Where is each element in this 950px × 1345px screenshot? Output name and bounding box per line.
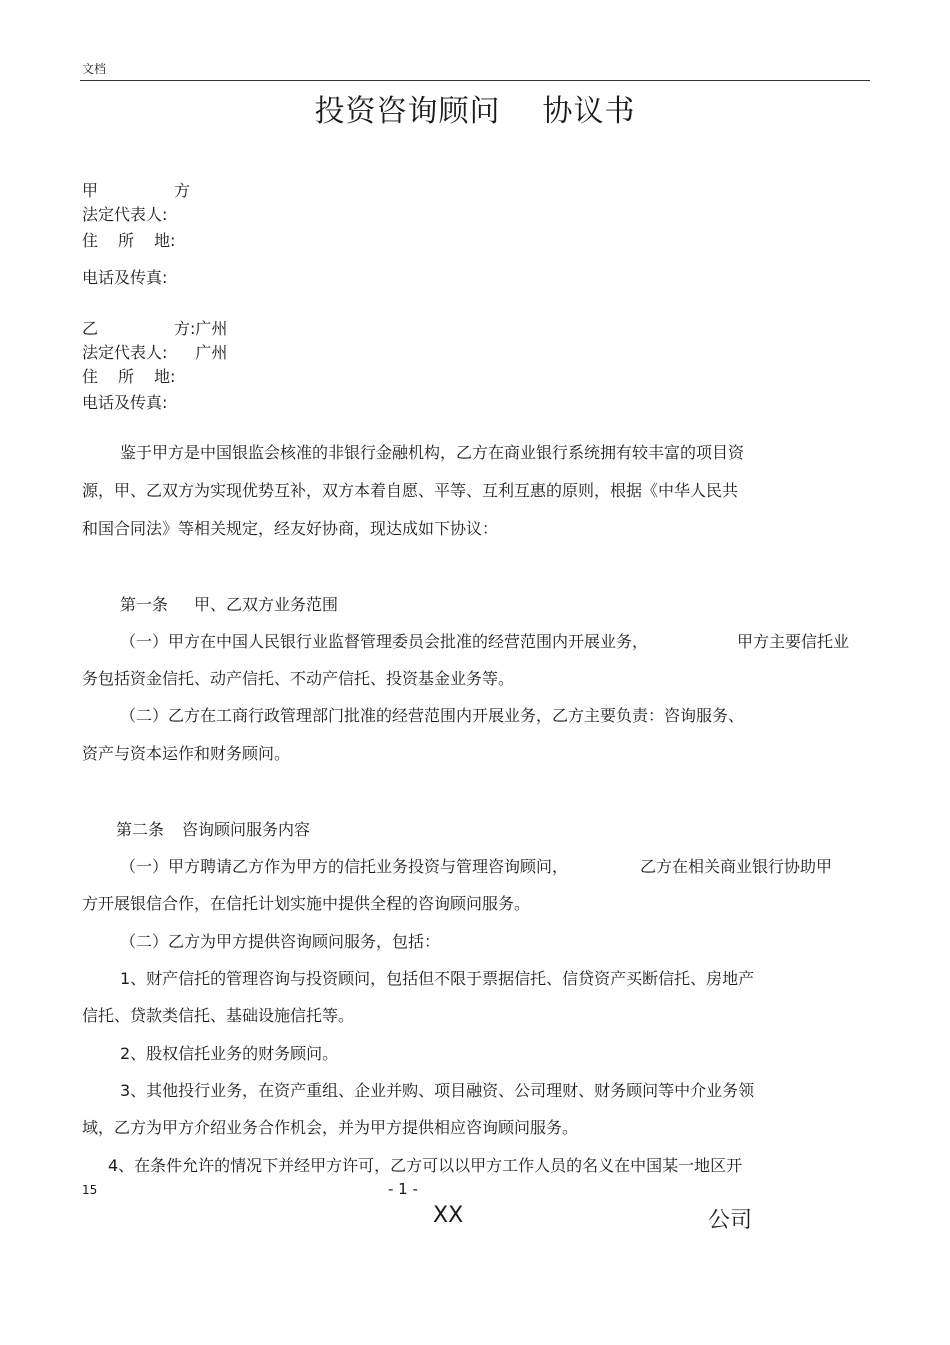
title-part-1: 投资咨询顾问: [314, 94, 501, 129]
party-b-address: [82, 365, 175, 389]
footer-left-number: 15: [82, 1183, 98, 1197]
party-b-rep-label: 法定代表人:: [82, 343, 168, 362]
preamble-line-1: 鉴于甲方是中国银监会核准的非银行金融机构，乙方在商业银行系统拥有较丰富的项目资: [120, 443, 745, 462]
article-2-item-1-b: 信托、贷款类信托、基础设施信托等。: [82, 1006, 355, 1025]
footer-company-xx: XX: [433, 1203, 464, 1228]
party-a-fang: 方: [174, 181, 191, 200]
party-b-rep: [82, 341, 227, 365]
article-1-p1-c: 务包括资金信托、动产信托、不动产信托、投资基金业务等。: [82, 669, 515, 688]
article-2-p2: （二）乙方为甲方提供咨询顾问服务，包括：: [120, 932, 441, 951]
party-a-address: [82, 229, 175, 253]
article-2-number: 第二条: [116, 820, 165, 839]
article-2-p1-b: 乙方在相关商业银行协助甲: [640, 857, 833, 876]
header-doc-label: 文档: [82, 62, 107, 76]
party-a-addr-3: 地:: [154, 231, 176, 250]
article-2-heading: [116, 817, 310, 840]
article-2-p1-c: 方开展银信合作，在信托计划实施中提供全程的咨询顾问服务。: [82, 894, 531, 913]
party-b-name: 广州: [195, 319, 228, 338]
article-1-number: 第一条: [120, 595, 169, 614]
article-1-p2-a: （二）乙方在工商行政管理部门批准的经营范围内开展业务，乙方主要负责：咨询服务、: [120, 706, 745, 725]
article-1-heading: [120, 592, 338, 615]
party-b-phone: 电话及传真:: [82, 393, 168, 412]
article-2-p1-a: （一）甲方聘请乙方作为甲方的信托业务投资与管理咨询顾问，: [120, 857, 569, 876]
party-b-fang: 方:: [174, 319, 196, 338]
article-2-title: 咨询顾问服务内容: [182, 820, 311, 839]
party-a-phone: 电话及传真:: [82, 268, 168, 287]
article-1-p1-a: （一）甲方在中国人民银行业监督管理委员会批准的经营范围内开展业务，: [120, 632, 649, 651]
party-b-addr-3: 地:: [154, 367, 176, 386]
article-2-item-2: 2、股权信托业务的财务顾问。: [120, 1044, 339, 1063]
party-b-rep-name: 广州: [195, 343, 228, 362]
document-title: [0, 86, 950, 130]
party-b-yi: 乙: [82, 319, 99, 338]
article-2-item-4-a: 4、在条件允许的情况下并经甲方许可，乙方可以以甲方工作人员的名义在中国某一地区开: [108, 1156, 743, 1175]
article-2-item-3-a: 3、其他投行业务，在资产重组、企业并购、项目融资、公司理财、财务顾问等中介业务领: [120, 1081, 755, 1100]
party-a-addr-2: 所: [118, 231, 135, 250]
party-a-rep: 法定代表人:: [82, 205, 168, 224]
party-b-addr-2: 所: [118, 367, 135, 386]
party-b-label: [82, 317, 227, 341]
party-a-label: [82, 179, 190, 203]
article-2-item-3-b: 域，乙方为甲方介绍业务合作机会，并为甲方提供相应咨询顾问服务。: [82, 1118, 579, 1137]
preamble-line-3: 和国合同法》等相关规定，经友好协商，现达成如下协议：: [82, 519, 499, 538]
footer-company-label: 公司: [708, 1208, 753, 1233]
article-1-p1-b: 甲方主要信托业: [737, 632, 850, 651]
article-1-p2-b: 资产与资本运作和财务顾问。: [82, 744, 291, 763]
header-divider: [80, 80, 870, 81]
article-1-title: 甲、乙双方业务范围: [194, 595, 339, 614]
preamble-line-2: 源，甲、乙双方为实现优势互补，双方本着自愿、平等、互利互惠的原则，根据《中华人民共: [82, 481, 739, 500]
party-b-addr-1: 住: [82, 367, 99, 386]
title-part-2: 协议书: [542, 94, 636, 129]
party-a-addr-1: 住: [82, 231, 99, 250]
party-a-jia: 甲: [82, 181, 99, 200]
page-number: - 1 -: [388, 1180, 418, 1198]
article-2-item-1-a: 1、财产信托的管理咨询与投资顾问，包括但不限于票据信托、信贷资产买断信托、房地产: [120, 969, 755, 988]
